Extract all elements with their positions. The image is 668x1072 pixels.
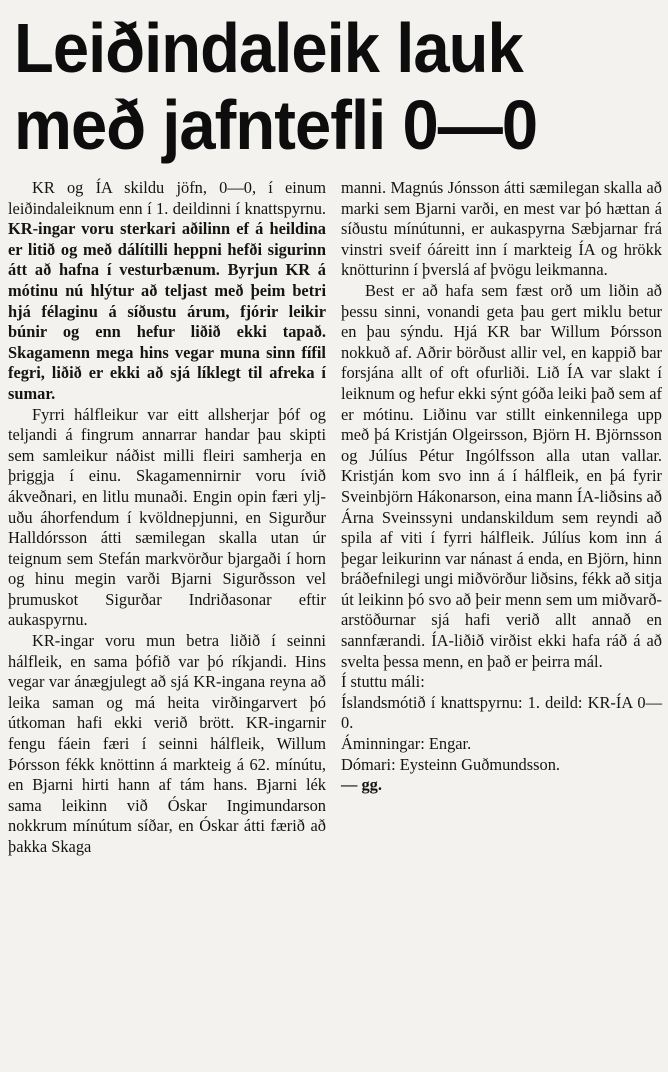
- lead-bold-text: KR-ingar voru sterkari aðilinn ef á heildina er litið og með dálítilli heppni hefði sigurinn átt að hafna í vesturbænum. Byrjun KR á mótinu nú hlýtur að teljast með þeim betri hjá félaginu á síðustu árum, fjórir leikir búnir og enn hefur liðið ekki tapað. Skagamenn mega hins vegar muna sinn fífil fegri, liðið er ekki að sjá líklegt til afreka í sumar.: [8, 219, 326, 403]
- right-column: [341, 178, 662, 796]
- summary-title: Í stuttu máli:: [341, 672, 425, 692]
- summary-league: Íslandsmótið í knattspyrnu: 1. deild: KR-ÍA 0—0.: [341, 692, 662, 733]
- summary-warnings: Áminningar: Engar.: [341, 734, 472, 754]
- headline: [14, 10, 619, 164]
- lead-paragraph: [8, 178, 326, 405]
- lead-intro-text: KR og ÍA skildu jöfn, 0—0, í einum leiðindaleiknum enn í 1. deildinni í knattspyrnu.: [8, 178, 326, 218]
- headline-line-1: Leiðindaleik lauk: [14, 9, 523, 87]
- paragraph-assessment: Best er að hafa sem fæst orð um liðin að þessu sinni, vonandi geta þau gert miklu betur en þau sýndu. Hjá KR bar Willum Þórsson nokkuð af. Aðrir börðust allir vel, en kappið bar forsjána allt of oft ofurliði. Lið ÍA var slakt í leiknum og hefur ekki sýnt góða leiki það sem af er mótinu. Liðinu var stillt einkennilega upp með þá Kristján Olgeirsson, Björn H. Björnsson og Júlíus Pétur Ingólfsson alla utan vallar. Kristján kom svo inn á í hálfleik, en þá fyrir Sveinbjörn Hákonarson, eina mann ÍA-liðsins að Árna Sveinssyni undanskildum sem reyndi að spila af viti í fyrri hálfleik. Júlíus kom inn á þegar leikurinn var nánast á enda, en Björn, hinn bráðefnilegi ungi miðvörður liðsins, fékk að sitja út leikinn þó svo að þeir menn sem um miðvarðarstöðurnar sjá hafi verið allt annað en sannfærandi. ÍA-liðið virðist ekki hafa ráð á að svelta þessa menn, en það er þeirra mál.: [341, 280, 662, 671]
- paragraph-second-half: KR-ingar voru mun betra liðið í seinni hálfleik, en sama þófið var þó ríkjandi. Hins vegar var ánægjulegt að sjá KR-ingana reyna að leika saman og má heita virðingarvert þó útkoman hafi ekki verið brött. KR-ingarnir fengu fáein færi í seinni hálfleik, Willum Þórsson fékk knöttinn á markteig á 62. mínútu, en Bjarni hirti hann af tám hans. Bjarni lék sama leikinn við Óskar Ingimundarson nokkrum mínútum síðar, en Óskar átti færið að þakka Skaga: [8, 631, 326, 856]
- summary-referee: Dómari: Eysteinn Guðmundsson.: [341, 754, 560, 774]
- author-signature: — gg.: [341, 775, 382, 795]
- headline-line-2: með jafntefli 0—0: [14, 86, 538, 164]
- paragraph-first-half: Fyrri hálfleikur var eitt allsherjar þóf og teljandi á fingrum annarrar handar þau skipti sem samleikur náðist milli fleiri samherja en þriggja í einu. Skagamennirnir voru ívið ákveðnari, en litlu munaði. Engin opin færi yljuðu áhorfendum í kvöldnepjunni, en Sigurður Halldórsson átti sæmilegan skalla utan úr teignum sem Stefán markvörður bjargaði í horn og hinu megin varði Bjarni Sigurðsson vel þrumuskot Sigurðar Indriðasonar eftir aukaspyrnu.: [8, 404, 326, 630]
- left-column: [8, 178, 326, 858]
- paragraph-continued: manni. Magnús Jónsson átti sæmilegan skalla að marki sem Bjarni varði, en mest var þó hættan á síðustu mínútunni, er aukaspyrna Sæbjarnar frá vinstri sveif óáreitt inn í markteig ÍA og hrökk knötturinn í þverslá af þvögu leikmanna.: [341, 178, 662, 280]
